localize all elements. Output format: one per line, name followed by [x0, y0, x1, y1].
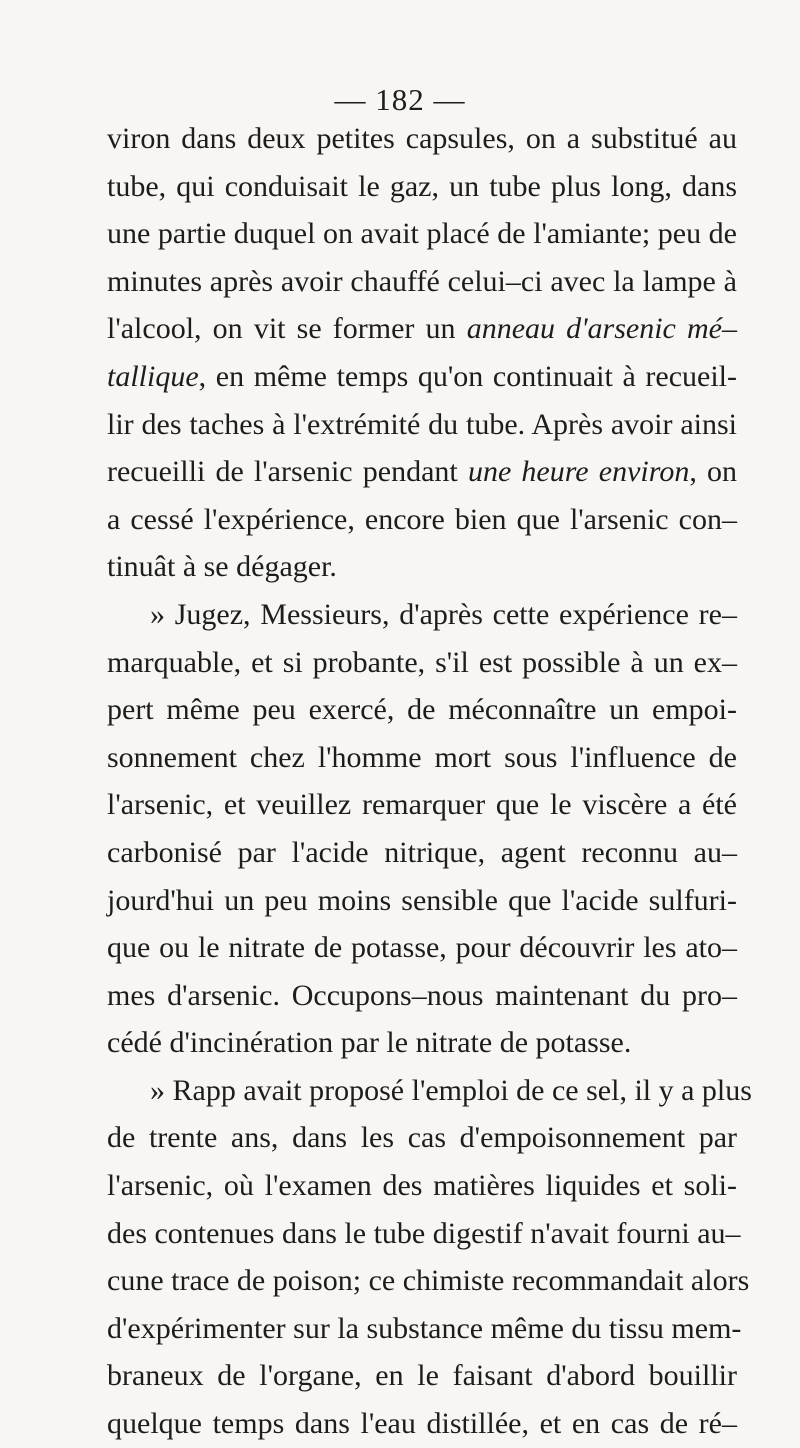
text-line: une partie duquel on avait placé de l'amiante; peu de — [107, 217, 737, 251]
text-line: sonnement chez l'homme mort sous l'influence de — [107, 740, 737, 774]
text-line: tinuât à se dégager. — [107, 550, 337, 584]
text-line: » Rapp avait proposé l'emploi de ce sel, il y a plus — [150, 1073, 752, 1107]
paragraph — [107, 591, 737, 1067]
text-line: braneux de l'organe, en le faisant d'abord bouillir — [107, 1359, 737, 1393]
text-line: a cessé l'expérience, encore bien que l'arsenic con– — [107, 502, 737, 536]
text-line — [107, 305, 737, 353]
text-line: cédé d'incinération par le nitrate de potasse. — [107, 1026, 632, 1060]
text-line: mes d'arsenic. Occupons–nous maintenant du pro– — [107, 978, 737, 1012]
page-number: — 182 — — [334, 82, 466, 117]
text-line — [107, 353, 737, 401]
text-run: l'alcool, on vit se former un — [107, 312, 467, 346]
paragraph — [107, 1067, 752, 1448]
text-line: » Jugez, Messieurs, d'après cette expérience re– — [150, 597, 737, 631]
text-line: d'expérimenter sur la substance même du tissu mem- — [107, 1311, 742, 1345]
text-line: jourd'hui un peu moins sensible que l'acide sulfuri- — [107, 883, 737, 917]
text-line: de trente ans, dans les cas d'empoisonnement par — [107, 1121, 737, 1155]
text-line: marquable, et si probante, s'il est possible à un ex– — [107, 645, 737, 679]
italic-phrase: anneau d'arsenic mé– — [466, 312, 737, 346]
text-line — [107, 448, 737, 496]
text-line: viron dans deux petites capsules, on a substitué au — [107, 122, 737, 155]
italic-phrase: une heure environ — [467, 455, 690, 489]
text-line: que ou le nitrate de potasse, pour découvrir les ato– — [107, 931, 737, 965]
text-run: , en même temps qu'on continuait à recueil- — [198, 359, 737, 393]
text-line: quelque temps dans l'eau distillée, et en cas de ré– — [107, 1407, 737, 1441]
paragraph — [107, 115, 737, 591]
text-line: lir des taches à l'extrémité du tube. Après avoir ainsi — [107, 407, 737, 441]
text-run: recueilli de l'arsenic pendant — [107, 455, 468, 489]
text-line: pert même peu exercé, de méconnaître un empoi- — [107, 693, 737, 727]
body-text — [107, 115, 752, 1448]
text-run: , on — [689, 455, 737, 489]
text-line: l'arsenic, où l'examen des matières liquides et soli- — [107, 1169, 737, 1203]
text-line: minutes après avoir chauffé celui–ci avec la lampe à — [107, 264, 737, 298]
text-line: cune trace de poison; ce chimiste recommandait alors — [107, 1264, 750, 1298]
italic-phrase: tallique — [107, 359, 199, 393]
text-line: des contenues dans le tube digestif n'avait fourni au– — [107, 1216, 741, 1250]
text-line: carbonisé par l'acide nitrique, agent reconnu au– — [107, 835, 737, 869]
text-line: l'arsenic, et veuillez remarquer que le viscère a été — [107, 788, 737, 822]
text-line: tube, qui conduisait le gaz, un tube plus long, dans — [107, 169, 737, 203]
